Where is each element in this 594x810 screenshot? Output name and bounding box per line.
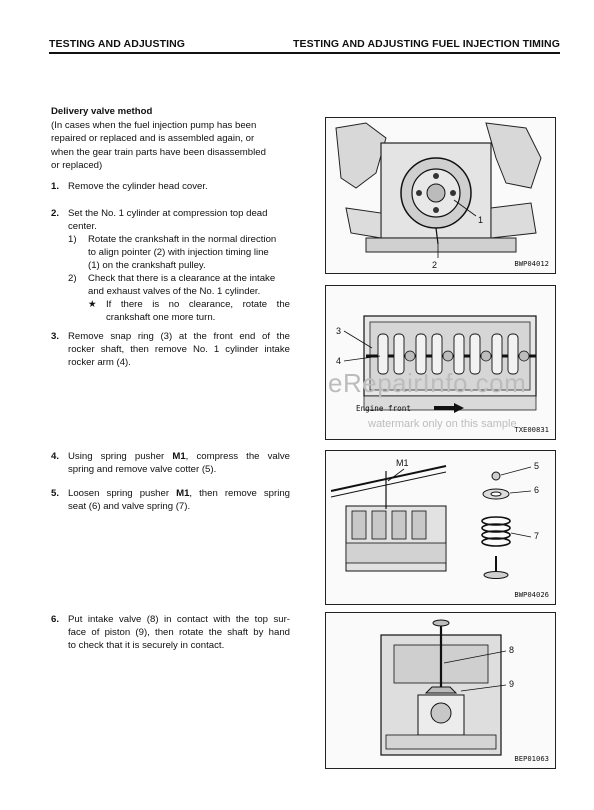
step-2-sub-1-line-3: (1) on the crankshaft pulley.: [88, 260, 206, 271]
step-3-line-1: Remove snap ring (3) at the front end of the: [68, 331, 290, 342]
intake-valve-drawing: [326, 613, 555, 768]
intro-line-3: when the gear train parts have been disassembled: [51, 147, 266, 158]
callout-2: 2: [432, 260, 438, 270]
callout-5: 5: [534, 461, 540, 471]
callout-7: 7: [534, 531, 540, 541]
section-title: Delivery valve method: [51, 106, 153, 117]
header-section-title: TESTING AND ADJUSTING: [49, 38, 186, 50]
step-1-text: Remove the cylinder head cover.: [68, 181, 208, 192]
step-6-line-3: to check that it is securely in contact.: [68, 640, 225, 651]
step-6-line-2: face of piston (9), then rotate the shaft by hand: [68, 627, 290, 638]
figure-code: BEP01063: [514, 754, 549, 763]
step-4-number: 4.: [51, 451, 60, 462]
rocker-shaft-drawing: [326, 286, 555, 439]
tool-m1-label: M1: [172, 451, 186, 462]
step-4-text-pre: Using spring pusher: [68, 451, 173, 462]
watermark-note: watermark only on this sample: [368, 418, 517, 430]
step-4-line-1: [68, 450, 290, 464]
callout-1: 1: [478, 215, 484, 225]
step-2-sub-2-number: 2): [68, 273, 77, 284]
callout-3: 3: [336, 326, 342, 336]
figure-rocker-shaft: [325, 285, 556, 440]
step-4-text-post: , compress the valve: [185, 451, 290, 462]
step-4-line-2: spring and remove valve cotter (5).: [68, 464, 217, 475]
step-5-line-1: [68, 487, 290, 501]
figure-crankshaft-pulley: [325, 117, 556, 274]
callout-8: 8: [509, 645, 515, 655]
callout-6: 6: [534, 485, 540, 495]
figure-code: TXE00831: [514, 425, 549, 434]
step-5-text-post: , then remove spring: [189, 488, 290, 499]
callout-9: 9: [509, 679, 515, 689]
header-rule: [49, 52, 560, 54]
step-6-line-1: Put intake valve (8) in contact with the top sur-: [68, 614, 290, 625]
step-3-line-2: rocker shaft, then remove No. 1 cylinder intake: [68, 344, 290, 355]
crankshaft-pulley-drawing: [326, 118, 555, 273]
figure-intake-valve-piston: [325, 612, 556, 769]
intro-line-4: or replaced): [51, 160, 103, 171]
spring-pusher-drawing: [326, 451, 555, 604]
step-3-number: 3.: [51, 331, 60, 342]
step-2-line-1: Set the No. 1 cylinder at compression top dead: [68, 208, 268, 219]
step-2-sub-1-line-1: Rotate the crankshaft in the normal direction: [88, 234, 277, 245]
figure-code: BWP04026: [514, 590, 549, 599]
header-page-title: TESTING AND ADJUSTING FUEL INJECTION TIMING: [292, 38, 560, 50]
step-2-sub-1-number: 1): [68, 234, 77, 245]
step-2-number: 2.: [51, 208, 60, 219]
step-2-sub-2-line-1: Check that there is a clearance at the intake: [88, 273, 276, 284]
tool-m1-label: M1: [176, 488, 190, 499]
intro-line-2: repaired or replaced and is assembled again, or: [51, 133, 255, 144]
callout-4: 4: [336, 356, 342, 366]
step-2-sub-2-line-2: and exhaust valves of the No. 1 cylinder.: [88, 286, 261, 297]
step-5-text-pre: Loosen spring pusher: [68, 488, 177, 499]
tool-m1-callout: M1: [396, 458, 409, 468]
watermark-site: eRepairInfo.com: [328, 368, 527, 398]
note-star-icon: ★: [88, 299, 97, 310]
step-2-note-line-2: crankshaft one more turn.: [106, 312, 216, 323]
step-5-number: 5.: [51, 488, 60, 499]
step-1-number: 1.: [51, 181, 60, 192]
step-2-line-2: center.: [68, 221, 97, 232]
step-3-line-3: rocker arm (4).: [68, 357, 131, 368]
engine-front-caption: Engine front: [356, 404, 411, 413]
intro-line-1: (In cases when the fuel injection pump has been: [51, 120, 257, 131]
figure-spring-pusher: [325, 450, 556, 605]
step-2-sub-1-line-2: to align pointer (2) with injection timing line: [88, 247, 269, 258]
step-6-number: 6.: [51, 614, 60, 625]
step-2-note-line-1: If there is no clearance, rotate the: [106, 299, 290, 310]
step-5-line-2: seat (6) and valve spring (7).: [68, 501, 191, 512]
figure-code: BWP04012: [514, 259, 549, 268]
